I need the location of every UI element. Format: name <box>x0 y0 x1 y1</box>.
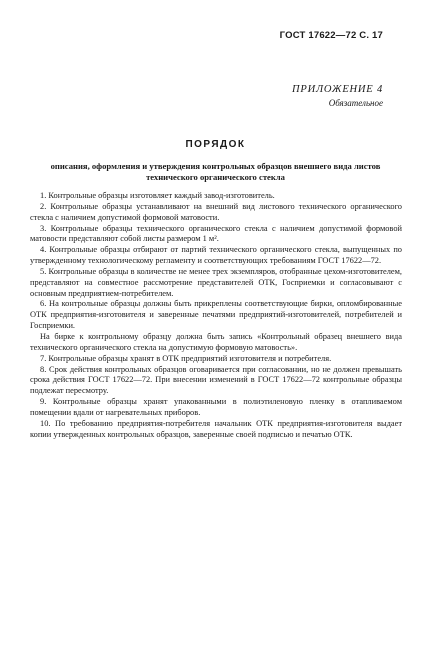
paragraph: 9. Контрольные образцы хранят упакованными в полиэтиленовую пленку в отапливаемом помещении вдали от нагревательных приборов. <box>30 397 402 417</box>
paragraph: 10. По требованию предприятия-потребителя начальник ОТК предприятия-изготовителя выдает копии утвержденных контрольных образцов, заверенные своей подписью и печатью ОТК. <box>30 418 402 439</box>
paragraph: 8. Срок действия контрольных образцов оговаривается при согласовании, но не должен превышать срока действия ГОСТ 17622—72. При внесении изменений в ГОСТ 17622—72 контрольные образцы подлежат пересмотру. <box>30 364 402 396</box>
paragraph: 4. Контрольные образцы отбирают от партий технического органического стекла, выпущенных по утвержденному технологическому регламенту и соответствующих требованиям ГОСТ 17622—72. <box>30 245 402 266</box>
paragraph: На бирке к контрольному образцу должна быть запись «Контрольный образец внешнего вида технического органического стекла на допустимую формовую матовость». <box>30 331 402 352</box>
document-heading: ПОРЯДОК <box>185 139 246 150</box>
appendix-label <box>292 84 383 108</box>
paragraph: 5. Контрольные образцы в количестве не менее трех экземпляров, отобранные цехом-изготовителем, представляют на совместное рассмотрение представителей ОТК, Госприемки и согласовывают с основным предприятием-потребителем. <box>30 266 402 298</box>
running-head: ГОСТ 17622—72 С. 17 <box>279 30 383 41</box>
appendix-title: ПРИЛОЖЕНИЕ 4 <box>292 84 383 95</box>
document-subtitle: описания, оформления и утверждения контрольных образцов внешнего вида листов технического органического стекла <box>50 161 381 182</box>
paragraph: 6. На контрольные образцы должны быть прикреплены соответствующие бирки, опломбированные ОТК предприятия-изготовителя и заверенные печатями предприятий-изготовителей, потребителей и Госприемки. <box>30 299 402 331</box>
appendix-subtitle: Обязательное <box>328 98 383 108</box>
paragraph: 7. Контрольные образцы хранят в ОТК предприятий изготовителя и потребителя. <box>40 353 332 363</box>
paragraph: 2. Контрольные образцы устанавливают на внешний вид листового технического органического стекла с наличием допустимой формовой матовости. <box>30 201 402 222</box>
paragraph: 1. Контрольные образцы изготовляет каждый завод-изготовитель. <box>40 191 275 200</box>
body-text <box>30 191 402 440</box>
paragraph: 3. Контрольные образцы технического органического стекла с наличием допустимой формовой матовости представляют собой листы размером 1 м². <box>30 223 402 244</box>
